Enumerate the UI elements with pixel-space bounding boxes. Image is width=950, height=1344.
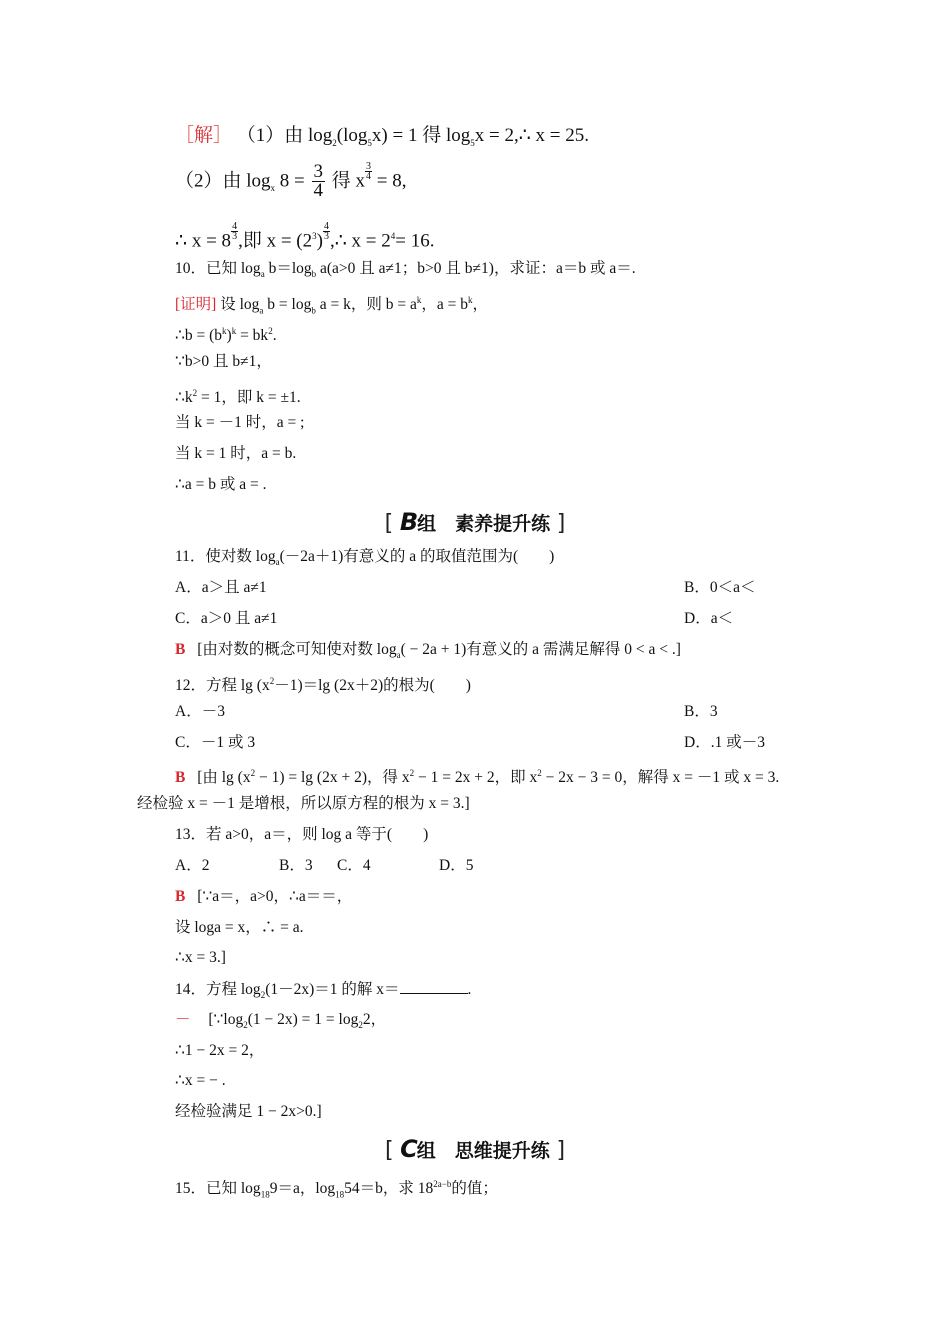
question-13: 13．若 a>0，a＝，则 log a 等于( ) [175, 826, 429, 843]
answer-13: B [∵a＝，a>0，∴a＝＝， [175, 888, 353, 905]
option-a: A．－3 [175, 703, 225, 720]
option-b: B．3 [279, 857, 313, 874]
answer-12: B [由 $\lg (x^2 - 1) = \lg (2x + 2)$，得 $x^2 - 1 = 2x + 2$，即 $x^2 - 2x - 3 = 0$，解得 x = －1 或 x = 3. [175, 768, 780, 787]
answer-letter: B [175, 641, 186, 658]
option-c: C．－1 或 3 [175, 734, 256, 751]
question-14: 14．方程 $\log_2(1-2x)=1$ 的解 x＝ . [175, 981, 472, 1001]
proof-line-6: 当 k = 1 时，a = b. [175, 445, 297, 462]
solution-tag: ［解］ [175, 125, 233, 146]
solution-9-line-3: ∴ x = 8 $\frac{4}{3}$ ,即 $x = (2^3)$ $\frac{4}{3}$ ,∴ $x = 2^4= 16$. [175, 221, 435, 252]
option-b: B．3 [684, 703, 718, 720]
question-11: 11．使对数 $\log_a(-2a+1)$有意义的 a 的取值范围为( ) [175, 548, 555, 568]
question-12-options-row-2 [175, 733, 765, 753]
proof-line-7: ∴a = b 或 a = . [175, 476, 267, 493]
answer-14-line-3: ∴x = − . [175, 1072, 226, 1089]
question-13-options [175, 856, 474, 876]
option-a: A．a＞且 a≠1 [175, 579, 267, 596]
question-11-options-row-2 [175, 609, 734, 629]
exponent-fraction: $\frac{4}{3}$ [323, 221, 329, 242]
solution-9-line-1: ［解］ （1）由 $\log_2(\log_5x) = 1$ 得 $\log_5x$ = 2,∴ x = 25. [175, 125, 590, 148]
question-12-options-row-1 [175, 702, 718, 722]
answer-14-line-2: ∴1 − 2x = 2， [175, 1042, 265, 1059]
answer-13-line-2: 设 loga = x，∴ = a. [175, 919, 304, 936]
solution-9-line-2: （2）由 $\log_x 8$ = $\frac{3}{4}$ 得 x $\frac{3}{4}$ = 8, [175, 161, 407, 202]
proof-line-1: [证明] 设 $\log_a b = \log_b a = k$，则 $b = a^k$，$a = b^k$， [175, 295, 488, 316]
answer-13-line-3: ∴x = 3.] [175, 949, 226, 966]
question-12: 12．方程 $\lg (x^2-1)=\lg$ (2x＋2)的根为( ) [175, 676, 471, 695]
proof-tag: [证明] [175, 296, 217, 314]
proof-line-4: $\therefore k^2 = 1$，即 k = ±1. [175, 388, 301, 407]
answer-12-line-2: 经检验 x = －1 是增根，所以原方程的根为 x = 3.] [137, 795, 470, 812]
answer-11: B [由对数的概念可知使对数 $\log_a( - 2a + 1)$有意义的 a 需满足解得 0 < a < .] [175, 641, 681, 661]
exponent-fraction: $\frac{3}{4}$ [366, 161, 372, 182]
group-b-heading: [ B组 素养提升练 ] [384, 508, 566, 536]
question-11-options-row-1 [175, 578, 756, 598]
option-a: A．2 [175, 857, 210, 874]
question-15: 15．已知 $\log_{18}9=a$，$\log_{18}54=b$，求 $18^{2a-b}$的值； [175, 1179, 498, 1200]
answer-letter: B [175, 888, 186, 905]
fraction: $\frac{3}{4}$ [313, 161, 323, 202]
proof-line-2: ∴b = $(b^k)^k = bk^2$. [175, 326, 277, 345]
answer-14: － [$\because\log_2(1 - 2x) = 1 = \log_22$， [175, 1011, 387, 1031]
proof-line-5: 当 k = －1 时，a = ; [175, 414, 305, 431]
option-d: D．.1 或－3 [684, 734, 765, 751]
answer-blank [400, 979, 468, 994]
option-d: D．a＜ [684, 610, 734, 627]
question-10: 10．已知 $\log_a b=\log_b$ a(a>0 且 a≠1；b>0 且 b≠1)，求证：a＝b 或 a＝. [175, 260, 636, 280]
option-d: D．5 [439, 857, 474, 874]
exponent-fraction: $\frac{4}{3}$ [232, 221, 238, 242]
option-c: C．4 [337, 857, 371, 874]
group-c-heading: [ C组 思维提升练 ] [384, 1135, 566, 1163]
option-b: B．0＜a＜ [684, 579, 756, 596]
answer-letter: B [175, 769, 186, 787]
answer-14-line-4: 经检验满足 1 − 2x>0.] [175, 1103, 322, 1120]
option-c: C．a＞0 且 a≠1 [175, 610, 278, 627]
proof-line-3: ∵b>0 且 b≠1， [175, 353, 272, 370]
answer-value: － [175, 1011, 191, 1028]
